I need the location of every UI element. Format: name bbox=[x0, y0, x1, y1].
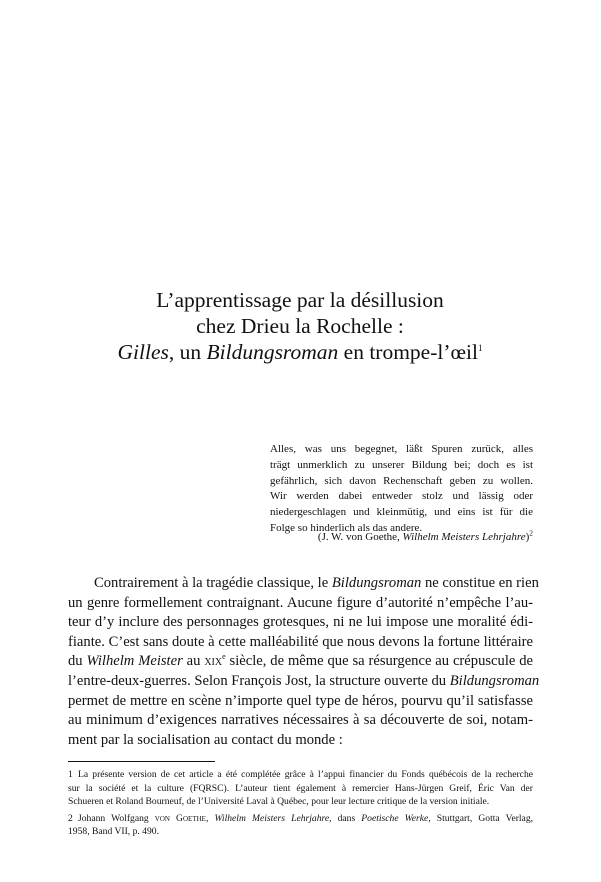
body-italic-run: Bildungsroman bbox=[449, 672, 540, 689]
body-text-run: du bbox=[68, 653, 87, 670]
epigraph-line: Wir werden dabei entweder stolz und lässig oder bbox=[270, 490, 533, 503]
epigraph-line: Folge so hinderlich als das andere. bbox=[270, 521, 423, 534]
body-line: fiante. C’est sans doute à cette malléabilité que nous devons la fortune littéraire bbox=[68, 633, 533, 650]
footnote-text: Johann Wolfgang bbox=[78, 812, 155, 824]
body-text-run: Contrairement à la tragédie classique, le bbox=[94, 575, 332, 591]
footnote-italic: Wilhelm Meisters Lehrjahre bbox=[214, 812, 330, 824]
body-line: au minimum d’exigences narratives nécessaires à sa découverte de soi, notam- bbox=[68, 712, 533, 729]
epigraph-line: trägt unmerklich zu unserer Bildung bei; doch es ist bbox=[270, 458, 533, 471]
title-italic-bildungsroman: Bildungsroman bbox=[206, 340, 339, 364]
body-italic-run: Wilhelm Meister bbox=[86, 653, 183, 670]
footnote-number: 1 bbox=[68, 769, 73, 780]
epigraph-line: Alles, was uns begegnet, läßt Spuren zurück, alles bbox=[270, 443, 533, 455]
footnote-2 bbox=[68, 812, 533, 839]
title-line3-end: en trompe-l’œil bbox=[338, 340, 478, 364]
body-line: un genre formellement contraignant. Aucune figure d’autorité n’empêche l’au- bbox=[68, 594, 533, 611]
footnote-line bbox=[68, 768, 533, 782]
attribution-pre: (J. W. von Goethe, bbox=[317, 531, 403, 543]
body-smallcaps-run: xix bbox=[204, 653, 223, 670]
body-paragraph bbox=[68, 574, 540, 750]
footnote-text: La présente version de cet article a été complétée grâce à l’appui financier du Fonds québécois de la recherche bbox=[78, 769, 533, 780]
body-line: permet de mettre en scène n’importe quel type de héros, pourvu qu’il satisfasse bbox=[68, 692, 533, 709]
footnotes bbox=[68, 768, 533, 842]
footnote-line: Schueren et Roland Bourneuf, de l’Université Laval à Québec, pour leur lecture critique de la version initiale. bbox=[68, 796, 490, 808]
body-line bbox=[68, 652, 533, 672]
epigraph-line: niedergeschlagen und kleinmütig, und eins ist für die bbox=[270, 506, 533, 519]
body-line: ment par la socialisation au contact du monde : bbox=[68, 731, 343, 748]
body-text-run: l’entre-deux-guerres. Selon François Jost, la structure ouverte du bbox=[68, 672, 450, 689]
title-line3-mid: , un bbox=[168, 340, 207, 364]
epigraph-line: gefährlich, sich davon Rechenschaft geben zu wollen. bbox=[270, 474, 533, 487]
title-line-2: chez Drieu la Rochelle : bbox=[196, 314, 404, 338]
body-text-run: siècle, de même que sa résurgence au crépuscule de bbox=[225, 653, 534, 670]
title-line-3 bbox=[40, 339, 560, 365]
title-italic-gilles: Gilles bbox=[117, 340, 169, 364]
body-line: teur d’y inclure des personnages grotesques, ni ne lui impose une moralité édi- bbox=[68, 614, 533, 631]
body-text-run: au bbox=[182, 653, 205, 670]
article-title bbox=[40, 287, 560, 365]
body-line bbox=[68, 672, 540, 692]
attribution-post: ) bbox=[525, 531, 530, 543]
footnote-italic: Poetische Werke bbox=[361, 812, 429, 824]
footnote-text: , dans bbox=[329, 812, 362, 824]
epigraph-attribution bbox=[317, 528, 533, 543]
footnote-number: 2 bbox=[68, 812, 73, 824]
footnote-text: , bbox=[205, 812, 215, 824]
body-superscript: e bbox=[222, 652, 226, 662]
footnote-1 bbox=[68, 768, 533, 809]
footnote-line bbox=[68, 812, 533, 826]
footnote-separator bbox=[68, 761, 215, 762]
attribution-work: Wilhelm Meisters Lehrjahre bbox=[402, 531, 526, 543]
title-line-1: L’apprentissage par la désillusion bbox=[156, 288, 444, 312]
attribution-footnote-mark: 2 bbox=[529, 528, 533, 538]
footnote-line: sur la société et la culture (FQRSC). L’auteur tient également à remercier Hans-Jürgen Greif, Éric Van der bbox=[68, 782, 533, 794]
epigraph bbox=[270, 442, 533, 537]
title-footnote-mark: 1 bbox=[478, 342, 483, 353]
body-line bbox=[68, 574, 539, 594]
footnote-smallcaps: von Goethe bbox=[154, 812, 206, 824]
body-italic-run: Bildungsroman bbox=[331, 575, 422, 591]
body-text-run: ne constitue en rien bbox=[421, 575, 539, 591]
footnote-text: , Stuttgart, Gotta Verlag, bbox=[428, 812, 534, 824]
footnote-line: 1958, Band VII, p. 490. bbox=[68, 826, 159, 838]
